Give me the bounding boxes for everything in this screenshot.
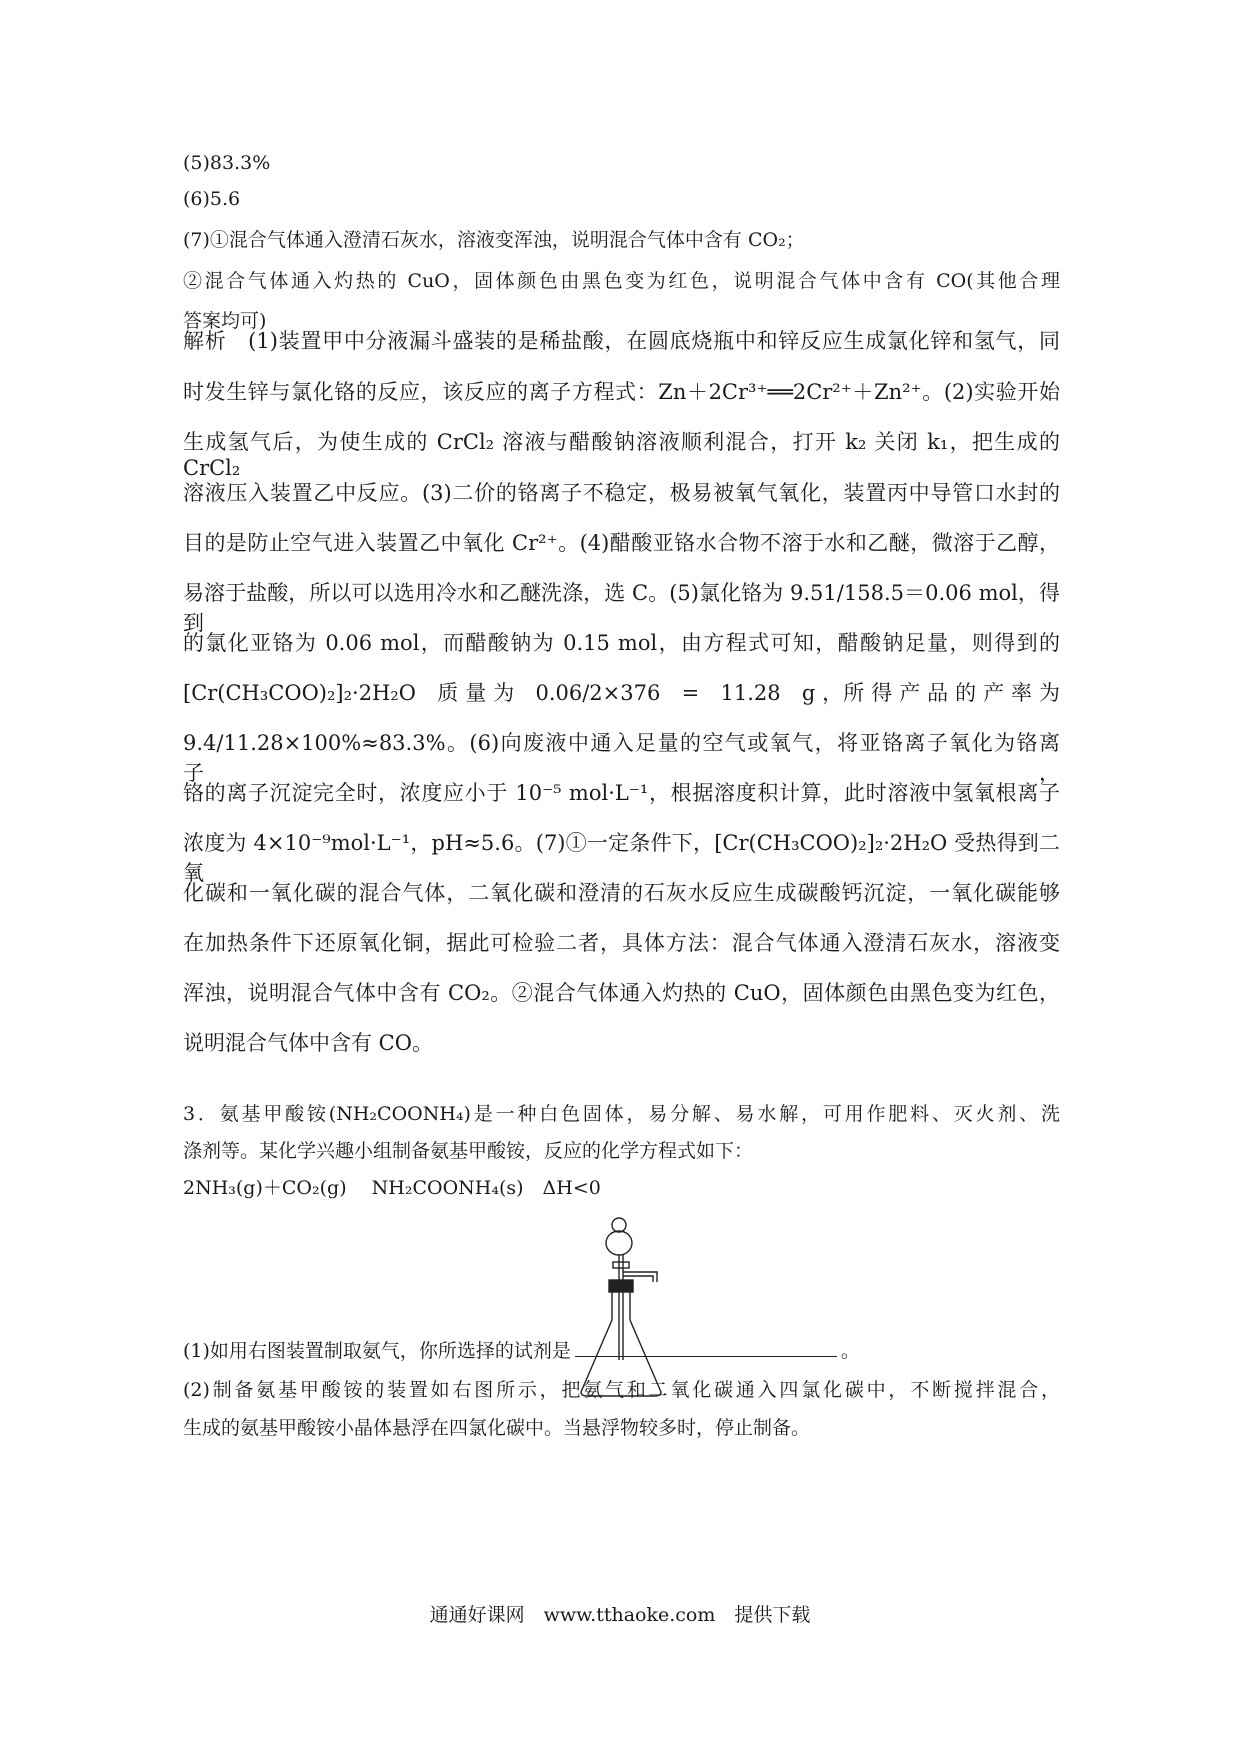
explanation-line: 铬的离子沉淀完全时，浓度应小于 10⁻⁵ mol·L⁻¹，根据溶度积计算，此时溶液中氢氧根离子 bbox=[183, 781, 1060, 805]
question3-intro: 3．氨基甲酸铵(NH₂COONH₄)是一种白色固体，易分解、易水解，可用作肥料、灭火剂、洗 bbox=[183, 1103, 1060, 1125]
explanation-line: [Cr(CH₃COO)₂]₂·2H₂O 质 量 为 0.06/2×376 = 11.28 g ，所 得 产 品 的 产 率 为 bbox=[183, 681, 1060, 705]
explanation-line: 9.4/11.28×100%≈83.3%。(6)向废液中通入足量的空气或氧气，将亚铬离子氧化为铬离子， bbox=[183, 731, 1060, 785]
explanation-line: 浑浊，说明混合气体中含有 CO₂。②混合气体通入灼热的 CuO，固体颜色由黑色变为红色， bbox=[183, 981, 1060, 1005]
page-footer: 通通好课网 www.tthaoke.com 提供下载 bbox=[429, 1604, 811, 1626]
explanation-line: 浓度为 4×10⁻⁹mol·L⁻¹，pH≈5.6。(7)①一定条件下，[Cr(CH₃COO)₂]₂·2H₂O 受热得到二氧 bbox=[183, 831, 1060, 885]
answer-blank[interactable] bbox=[575, 1338, 837, 1357]
flask-apparatus-figure bbox=[575, 1210, 735, 1400]
explanation-line: 易溶于盐酸，所以可以选用冷水和乙醚洗涤，选 C。(5)氯化铬为 9.51/158.5＝0.06 mol，得到 bbox=[183, 581, 1060, 635]
explanation-line: 时发生锌与氯化铬的反应，该反应的离子方程式：Zn＋2Cr³⁺══2Cr²⁺＋Zn²⁺。(2)实验开始 bbox=[183, 380, 1060, 404]
reaction-equation: 2NH₃(g)＋CO₂(g) NH₂COONH₄(s) ΔH<0 bbox=[183, 1177, 601, 1199]
answer-7-part2-cont: 答案均可) bbox=[183, 310, 267, 332]
explanation-line: 在加热条件下还原氧化铜，据此可检验二者，具体方法：混合气体通入澄清石灰水，溶液变 bbox=[183, 931, 1060, 955]
explanation-line: 的氯化亚铬为 0.06 mol，而醋酸钠为 0.15 mol，由方程式可知，醋酸钠足量，则得到的 bbox=[183, 631, 1060, 655]
explanation-line: 说明混合气体中含有 CO。 bbox=[183, 1031, 433, 1055]
explanation-line: 化碳和一氧化碳的混合气体，二氧化碳和澄清的石灰水反应生成碳酸钙沉淀，一氧化碳能够 bbox=[183, 881, 1060, 905]
question3-part2-cont: 生成的氨基甲酸铵小晶体悬浮在四氯化碳中。当悬浮物较多时，停止制备。 bbox=[183, 1417, 811, 1439]
question3-part1 bbox=[183, 1336, 860, 1363]
q1-end: 。 bbox=[840, 1340, 860, 1362]
explanation-line: 目的是防止空气进入装置乙中氧化 Cr²⁺。(4)醋酸亚铬水合物不溶于水和乙醚，微溶于乙醇， bbox=[183, 531, 1060, 555]
explanation-line: 解析 (1)装置甲中分液漏斗盛装的是稀盐酸，在圆底烧瓶中和锌反应生成氯化锌和氢气，同 bbox=[183, 329, 1060, 353]
question3-part2: (2)制备氨基甲酸铵的装置如右图所示，把氨气和二氧化碳通入四氯化碳中，不断搅拌混合， bbox=[183, 1379, 1060, 1401]
explanation-line: 生成氢气后，为使生成的 CrCl₂ 溶液与醋酸钠溶液顺利混合，打开 k₂ 关闭 k₁，把生成的 CrCl₂ bbox=[183, 430, 1060, 480]
question3-intro-cont: 涤剂等。某化学兴趣小组制备氨基甲酸铵，反应的化学方程式如下： bbox=[183, 1140, 754, 1162]
explanation-line: 溶液压入装置乙中反应。(3)二价的铬离子不稳定，极易被氧气氧化，装置丙中导管口水封的 bbox=[183, 481, 1060, 505]
q1-text: (1)如用右图装置制取氨气，你所选择的试剂是 bbox=[183, 1340, 571, 1362]
answer-6: (6)5.6 bbox=[183, 188, 241, 210]
answer-5: (5)83.3% bbox=[183, 152, 271, 174]
answer-7-part2: ②混合气体通入灼热的 CuO，固体颜色由黑色变为红色，说明混合气体中含有 CO(其他合理 bbox=[183, 270, 1060, 292]
answer-7-part1: (7)①混合气体通入澄清石灰水，溶液变浑浊，说明混合气体中含有 CO₂； bbox=[183, 229, 805, 251]
